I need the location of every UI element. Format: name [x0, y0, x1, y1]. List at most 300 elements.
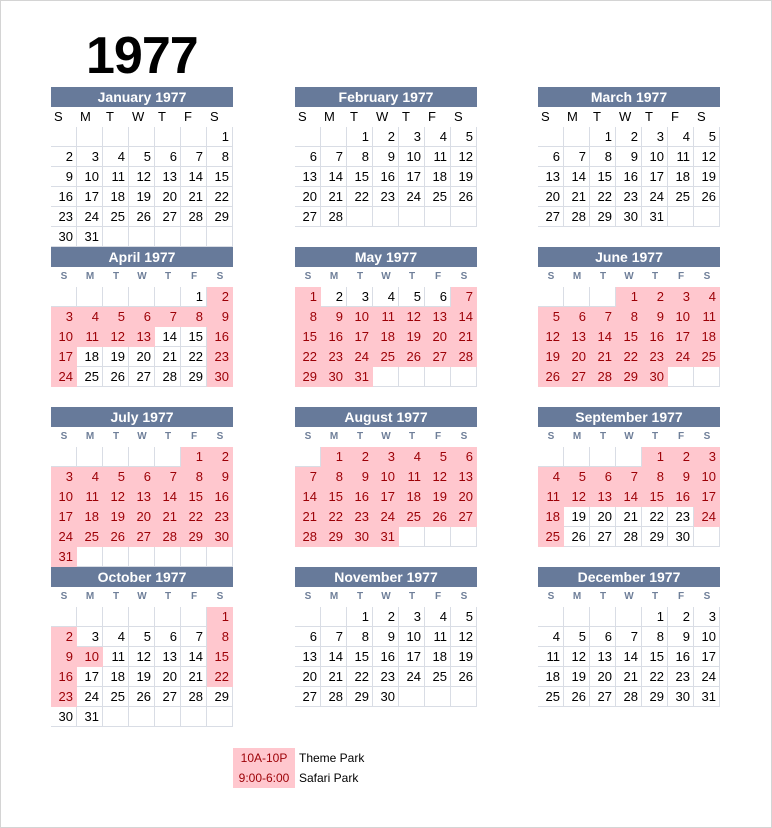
weekday-label: M — [80, 109, 91, 124]
day-cell: 2 — [642, 287, 668, 307]
weekday-header-row — [295, 107, 477, 127]
day-cell — [51, 127, 77, 147]
day-cell: 9 — [321, 307, 347, 327]
day-cell: 5 — [694, 127, 720, 147]
day-cell: 26 — [103, 367, 129, 387]
day-cell: 27 — [538, 207, 564, 227]
day-cell: 30 — [373, 687, 399, 707]
weekday-header-row — [51, 427, 233, 447]
day-cell: 29 — [181, 527, 207, 547]
week-row — [538, 167, 720, 187]
week-row — [51, 707, 233, 727]
weekday-label: F — [677, 271, 685, 282]
month-block — [538, 407, 720, 547]
week-row — [295, 167, 477, 187]
day-cell: 5 — [451, 127, 477, 147]
week-row — [538, 187, 720, 207]
day-cell: 22 — [207, 667, 233, 687]
day-cell: 21 — [590, 347, 616, 367]
day-cell: 26 — [129, 687, 155, 707]
day-cell — [129, 707, 155, 727]
legend-row — [233, 748, 364, 768]
weekday-label: T — [645, 109, 653, 124]
day-cell — [155, 547, 181, 567]
day-cell: 6 — [155, 147, 181, 167]
day-cell: 6 — [538, 147, 564, 167]
day-cell: 21 — [181, 667, 207, 687]
day-cell: 24 — [373, 507, 399, 527]
day-cell: 9 — [347, 467, 373, 487]
day-cell: 7 — [295, 467, 321, 487]
day-cell: 5 — [451, 607, 477, 627]
day-cell: 11 — [538, 647, 564, 667]
weekday-label: T — [356, 591, 364, 602]
day-cell — [564, 607, 590, 627]
day-cell: 18 — [77, 507, 103, 527]
day-cell: 8 — [590, 147, 616, 167]
weekday-label: S — [210, 109, 219, 124]
day-cell: 8 — [347, 147, 373, 167]
day-cell: 17 — [642, 167, 668, 187]
weekday-label: M — [572, 271, 582, 282]
month-header: September 1977 — [538, 407, 720, 427]
legend — [233, 748, 364, 788]
day-cell — [103, 447, 129, 467]
day-cell — [538, 607, 564, 627]
day-cell: 6 — [451, 447, 477, 467]
day-cell: 2 — [207, 447, 233, 467]
weekday-label: T — [158, 109, 166, 124]
day-cell: 20 — [451, 487, 477, 507]
day-cell: 16 — [668, 487, 694, 507]
day-cell: 19 — [103, 347, 129, 367]
month-block — [538, 87, 720, 227]
day-cell: 8 — [642, 627, 668, 647]
day-cell: 4 — [103, 147, 129, 167]
week-row — [51, 547, 233, 567]
day-cell: 29 — [347, 687, 373, 707]
day-cell: 24 — [399, 667, 425, 687]
day-cell — [77, 607, 103, 627]
day-cell: 7 — [181, 147, 207, 167]
day-cell: 24 — [668, 347, 694, 367]
day-cell: 17 — [77, 187, 103, 207]
day-cell: 27 — [590, 687, 616, 707]
day-cell: 22 — [181, 507, 207, 527]
day-cell: 28 — [321, 207, 347, 227]
weekday-label: S — [60, 591, 68, 602]
day-cell: 6 — [155, 627, 181, 647]
weekday-label: F — [677, 591, 685, 602]
day-cell: 3 — [399, 127, 425, 147]
day-cell: 17 — [399, 167, 425, 187]
weekday-header-row — [295, 427, 477, 447]
day-cell: 6 — [564, 307, 590, 327]
day-cell: 2 — [373, 127, 399, 147]
day-cell: 23 — [207, 507, 233, 527]
month-block — [295, 247, 477, 387]
day-cell: 26 — [103, 527, 129, 547]
week-row — [51, 507, 233, 527]
day-cell: 28 — [155, 527, 181, 547]
day-cell: 10 — [694, 467, 720, 487]
day-cell — [564, 287, 590, 307]
week-row — [538, 287, 720, 307]
day-cell: 2 — [347, 447, 373, 467]
week-row — [538, 687, 720, 707]
day-cell: 9 — [373, 627, 399, 647]
day-cell: 26 — [694, 187, 720, 207]
day-cell: 7 — [155, 307, 181, 327]
weekday-label: F — [434, 591, 442, 602]
weekday-label: F — [184, 109, 192, 124]
day-cell: 16 — [321, 327, 347, 347]
week-row — [51, 467, 233, 487]
week-row — [51, 207, 233, 227]
day-cell: 27 — [295, 687, 321, 707]
day-cell: 7 — [321, 627, 347, 647]
day-cell: 14 — [451, 307, 477, 327]
day-cell: 20 — [564, 347, 590, 367]
day-cell: 14 — [616, 647, 642, 667]
day-cell: 11 — [425, 627, 451, 647]
day-cell: 18 — [538, 667, 564, 687]
day-cell — [538, 127, 564, 147]
day-cell: 4 — [668, 127, 694, 147]
day-cell: 15 — [321, 487, 347, 507]
day-cell: 19 — [451, 647, 477, 667]
day-cell: 27 — [425, 347, 451, 367]
weekday-label: T — [593, 109, 601, 124]
weekday-header-row — [295, 587, 477, 607]
day-cell: 25 — [538, 687, 564, 707]
day-cell: 1 — [295, 287, 321, 307]
day-cell: 15 — [347, 647, 373, 667]
day-cell: 18 — [399, 487, 425, 507]
day-cell: 1 — [181, 447, 207, 467]
weekday-label: W — [137, 591, 147, 602]
week-row — [538, 627, 720, 647]
day-cell: 4 — [425, 607, 451, 627]
day-cell: 19 — [564, 667, 590, 687]
weekday-label: T — [112, 431, 120, 442]
day-cell — [425, 207, 451, 227]
day-cell: 28 — [451, 347, 477, 367]
day-cell: 29 — [207, 207, 233, 227]
weekday-label: T — [112, 591, 120, 602]
day-cell: 5 — [103, 467, 129, 487]
day-cell: 1 — [207, 127, 233, 147]
day-cell — [590, 607, 616, 627]
week-row — [538, 527, 720, 547]
weekday-label: S — [703, 271, 711, 282]
weekday-header-row — [538, 107, 720, 127]
day-cell: 9 — [373, 147, 399, 167]
weekday-label: W — [381, 431, 391, 442]
day-cell: 18 — [373, 327, 399, 347]
day-cell: 26 — [425, 507, 451, 527]
day-cell — [129, 227, 155, 247]
day-cell: 12 — [694, 147, 720, 167]
day-cell: 19 — [129, 187, 155, 207]
legend-row — [233, 768, 364, 788]
day-cell: 10 — [642, 147, 668, 167]
day-cell — [373, 367, 399, 387]
weekday-label: F — [190, 271, 198, 282]
day-cell: 27 — [155, 207, 181, 227]
week-row — [51, 167, 233, 187]
day-cell: 27 — [564, 367, 590, 387]
day-cell: 12 — [129, 647, 155, 667]
day-cell: 25 — [425, 667, 451, 687]
day-cell: 16 — [616, 167, 642, 187]
weekday-label: S — [547, 591, 555, 602]
day-cell: 29 — [616, 367, 642, 387]
week-row — [51, 647, 233, 667]
day-cell: 30 — [642, 367, 668, 387]
day-cell — [399, 687, 425, 707]
month-block — [295, 407, 477, 547]
day-cell: 1 — [321, 447, 347, 467]
day-cell: 27 — [295, 207, 321, 227]
day-cell: 14 — [181, 167, 207, 187]
day-cell: 28 — [321, 687, 347, 707]
day-cell: 17 — [347, 327, 373, 347]
day-cell — [129, 127, 155, 147]
weekday-label: T — [408, 591, 416, 602]
weekday-label: S — [547, 271, 555, 282]
day-cell — [694, 527, 720, 547]
weekday-label: M — [324, 109, 335, 124]
day-cell: 23 — [207, 347, 233, 367]
day-cell: 23 — [373, 667, 399, 687]
weekday-label: M — [329, 431, 339, 442]
day-cell: 7 — [564, 147, 590, 167]
day-cell — [129, 447, 155, 467]
day-cell: 17 — [77, 667, 103, 687]
month-header: April 1977 — [51, 247, 233, 267]
week-row — [51, 347, 233, 367]
day-cell: 15 — [181, 487, 207, 507]
day-cell — [451, 527, 477, 547]
day-cell — [451, 687, 477, 707]
day-cell: 23 — [347, 507, 373, 527]
day-cell: 23 — [668, 507, 694, 527]
day-cell: 3 — [399, 607, 425, 627]
week-row — [51, 687, 233, 707]
day-cell: 8 — [616, 307, 642, 327]
week-row — [51, 187, 233, 207]
day-cell — [181, 547, 207, 567]
day-cell: 23 — [668, 667, 694, 687]
day-cell: 6 — [590, 467, 616, 487]
day-cell: 21 — [155, 507, 181, 527]
weekday-label: S — [460, 271, 468, 282]
week-row — [538, 487, 720, 507]
day-cell: 29 — [642, 687, 668, 707]
day-cell: 13 — [295, 167, 321, 187]
weekday-header-row — [538, 267, 720, 287]
day-cell: 13 — [129, 327, 155, 347]
day-cell: 9 — [668, 627, 694, 647]
day-cell: 9 — [616, 147, 642, 167]
day-cell: 11 — [373, 307, 399, 327]
day-cell: 30 — [668, 527, 694, 547]
day-cell: 9 — [207, 467, 233, 487]
weekday-label: S — [697, 109, 706, 124]
day-cell: 22 — [295, 347, 321, 367]
week-row — [538, 347, 720, 367]
weekday-label: F — [434, 431, 442, 442]
day-cell — [181, 227, 207, 247]
day-cell: 28 — [564, 207, 590, 227]
day-cell: 8 — [207, 627, 233, 647]
day-cell: 3 — [77, 147, 103, 167]
day-cell: 29 — [181, 367, 207, 387]
day-cell: 3 — [373, 447, 399, 467]
day-cell: 25 — [694, 347, 720, 367]
day-cell: 13 — [129, 487, 155, 507]
day-cell: 31 — [373, 527, 399, 547]
day-cell: 25 — [373, 347, 399, 367]
weekday-label: M — [85, 591, 95, 602]
day-cell: 26 — [564, 687, 590, 707]
day-cell: 22 — [321, 507, 347, 527]
week-row — [295, 467, 477, 487]
day-cell: 20 — [590, 667, 616, 687]
day-cell — [103, 607, 129, 627]
week-row — [51, 447, 233, 467]
day-cell: 21 — [155, 347, 181, 367]
day-cell: 19 — [129, 667, 155, 687]
day-cell: 8 — [181, 307, 207, 327]
day-cell: 20 — [538, 187, 564, 207]
day-cell: 8 — [321, 467, 347, 487]
day-cell: 16 — [373, 647, 399, 667]
day-cell: 23 — [642, 347, 668, 367]
day-cell: 1 — [207, 607, 233, 627]
day-cell: 17 — [694, 647, 720, 667]
day-cell: 2 — [51, 147, 77, 167]
month-block — [295, 87, 477, 227]
week-row — [295, 127, 477, 147]
day-cell: 17 — [399, 647, 425, 667]
day-cell: 25 — [538, 527, 564, 547]
day-cell: 15 — [347, 167, 373, 187]
day-cell — [103, 227, 129, 247]
week-row — [295, 647, 477, 667]
weekday-label: S — [541, 109, 550, 124]
week-row — [51, 367, 233, 387]
day-cell: 14 — [155, 327, 181, 347]
day-cell: 12 — [103, 487, 129, 507]
day-cell — [51, 607, 77, 627]
day-cell — [451, 367, 477, 387]
day-cell: 5 — [425, 447, 451, 467]
day-cell: 3 — [51, 307, 77, 327]
year-title: 1977 — [86, 27, 198, 85]
day-cell: 17 — [51, 507, 77, 527]
day-cell: 20 — [155, 187, 181, 207]
weekday-label: W — [624, 271, 634, 282]
day-cell: 15 — [642, 487, 668, 507]
day-cell: 4 — [103, 627, 129, 647]
week-row — [51, 307, 233, 327]
day-cell — [129, 607, 155, 627]
day-cell: 21 — [295, 507, 321, 527]
day-cell — [590, 447, 616, 467]
legend-label-safari-park: Safari Park — [299, 771, 359, 785]
day-cell: 19 — [694, 167, 720, 187]
day-cell: 17 — [694, 487, 720, 507]
day-cell: 16 — [373, 167, 399, 187]
day-cell: 29 — [207, 687, 233, 707]
day-cell: 14 — [590, 327, 616, 347]
day-cell — [103, 127, 129, 147]
day-cell: 20 — [295, 187, 321, 207]
day-cell: 20 — [590, 507, 616, 527]
day-cell: 3 — [77, 627, 103, 647]
day-cell: 27 — [451, 507, 477, 527]
day-cell: 19 — [538, 347, 564, 367]
day-cell: 10 — [399, 627, 425, 647]
day-cell: 25 — [77, 367, 103, 387]
day-cell: 12 — [451, 627, 477, 647]
day-cell: 1 — [181, 287, 207, 307]
day-cell: 13 — [155, 167, 181, 187]
month-header: May 1977 — [295, 247, 477, 267]
day-cell: 11 — [668, 147, 694, 167]
day-cell: 2 — [668, 607, 694, 627]
day-cell: 18 — [103, 667, 129, 687]
weekday-label: T — [356, 431, 364, 442]
day-cell: 28 — [616, 527, 642, 547]
day-cell: 23 — [51, 687, 77, 707]
day-cell: 17 — [51, 347, 77, 367]
day-cell — [616, 607, 642, 627]
day-cell: 10 — [51, 327, 77, 347]
day-cell: 8 — [347, 627, 373, 647]
day-cell: 15 — [590, 167, 616, 187]
month-block — [295, 567, 477, 707]
day-cell: 16 — [347, 487, 373, 507]
day-cell: 19 — [564, 507, 590, 527]
day-cell: 20 — [129, 347, 155, 367]
day-cell — [668, 367, 694, 387]
day-cell: 18 — [668, 167, 694, 187]
day-cell: 9 — [668, 467, 694, 487]
day-cell: 15 — [642, 647, 668, 667]
day-cell — [564, 447, 590, 467]
weekday-label: T — [408, 431, 416, 442]
week-row — [295, 307, 477, 327]
day-cell: 12 — [564, 647, 590, 667]
day-cell — [103, 547, 129, 567]
month-block — [51, 407, 233, 567]
weekday-label: W — [137, 431, 147, 442]
weekday-label: S — [703, 431, 711, 442]
day-cell: 7 — [590, 307, 616, 327]
legend-label-theme-park: Theme Park — [299, 751, 365, 765]
day-cell: 4 — [77, 307, 103, 327]
day-cell: 22 — [347, 187, 373, 207]
day-cell: 5 — [129, 147, 155, 167]
week-row — [295, 507, 477, 527]
day-cell: 18 — [538, 507, 564, 527]
day-cell: 6 — [129, 307, 155, 327]
day-cell: 8 — [642, 467, 668, 487]
day-cell: 22 — [590, 187, 616, 207]
